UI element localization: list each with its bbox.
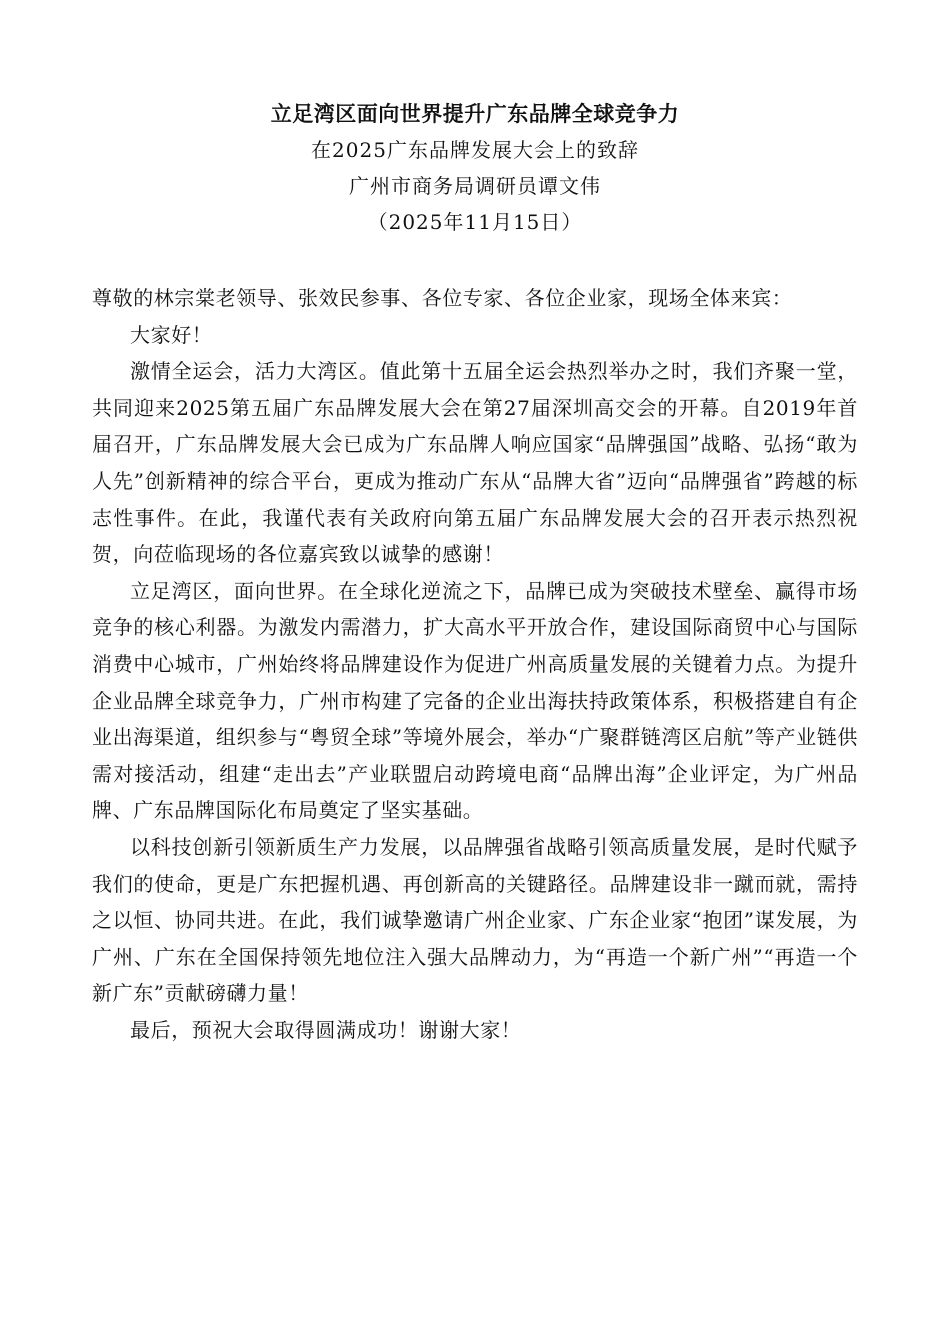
paragraph-innovation: 以科技创新引领新质生产力发展，以品牌强省战略引领高质量发展，是时代赋予我们的使命，更是广东把握机遇、再创新高的关键路径。品牌建设非一蹴而就，需持之以恒、协同共进。在此，我们诚挚邀请广州企业家、广东企业家“抱团”谋发展，为广州、广东在全国保持领先地位注入强大品牌动力，为“再造一个新广州”“再造一个新广东”贡献磅礴力量！ (92, 834, 858, 1006)
speech-date: （2025年11月15日） (367, 210, 583, 234)
speaker-line: 广州市商务局调研员谭文伟 (349, 174, 601, 198)
salutation: 尊敬的林宗棠老领导、张效民参事、各位专家、各位企业家，现场全体来宾： (92, 286, 793, 310)
speech-body (92, 280, 858, 1048)
document-header (0, 96, 950, 240)
paragraph-opening: 激情全运会，活力大湾区。值此第十五届全运会热烈举办之时，我们齐聚一堂，共同迎来2025第五届广东品牌发展大会在第27届深圳高交会的开幕。自2019年首届召开，广东品牌发展大会已成为广东品牌人响应国家“品牌强国”战略、弘扬“敢为人先”创新精神的综合平台，更成为推动广东从“品牌大省”迈向“品牌强省”跨越的标志性事件。在此，我谨代表有关政府向第五届广东品牌发展大会的召开表示热烈祝贺，向莅临现场的各位嘉宾致以诚挚的感谢！ (92, 359, 858, 567)
paragraph-closing: 最后，预祝大会取得圆满成功！谢谢大家！ (130, 1017, 522, 1042)
paragraph-bay-area: 立足湾区，面向世界。在全球化逆流之下，品牌已成为突破技术壁垒、赢得市场竞争的核心利器。为激发内需潜力，扩大高水平开放合作，建设国际商贸中心与国际消费中心城市，广州始终将品牌建设作为促进广州高质量发展的关键着力点。为提升企业品牌全球竞争力，广州市构建了完备的企业出海扶持政策体系，积极搭建自有企业出海渠道，组织参与“粤贸全球”等境外展会，举办“广聚群链湾区启航”等产业链供需对接活动，组建“走出去”产业联盟启动跨境电商“品牌出海”企业评定，为广州品牌、广东品牌国际化布局奠定了坚实基础。 (92, 578, 858, 823)
document-subtitle: 在2025广东品牌发展大会上的致辞 (311, 138, 639, 162)
document-title: 立足湾区面向世界提升广东品牌全球竞争力 (270, 101, 680, 126)
paragraph-greeting: 大家好！ (130, 322, 213, 347)
